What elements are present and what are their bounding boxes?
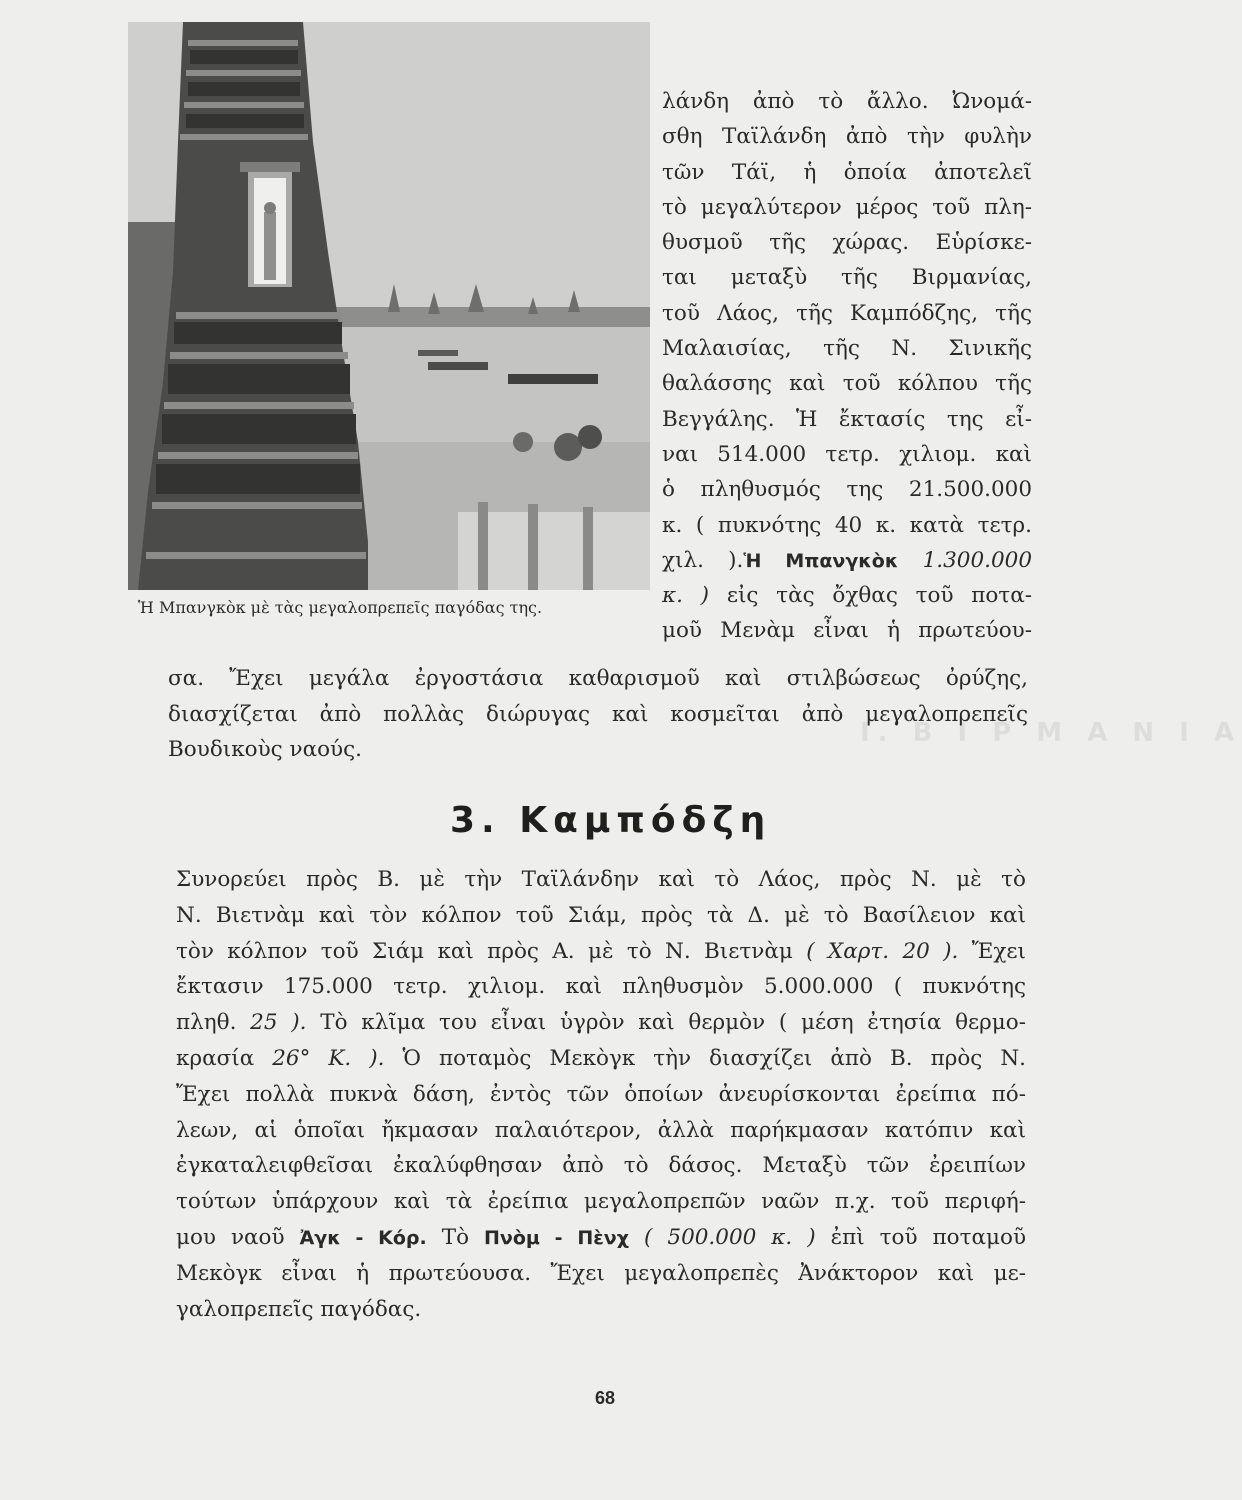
text-line: ἔκτασιν 175.000 τετρ. χιλιομ. καὶ πληθυσμὸν 5.000.000 ( πυκνότης: [176, 974, 1026, 1000]
text-line: ναι 514.000 τετρ. χιλιομ. καὶ: [662, 441, 1032, 467]
text-line: [662, 578, 1032, 613]
bangkok-bold: Ἡ Μπανγκὸκ: [743, 549, 899, 572]
text-line: λεων, αἱ ὁποῖαι ἤκμασαν παλαιότερον, ἀλλὰ παρήκμασαν κατόπιν καὶ: [176, 1117, 1026, 1143]
text-line: Μεκὸγκ εἶναι ἡ πρωτεύουσα. Ἔχει μεγαλοπρεπὲς Ἀνάκτορον καὶ με-: [176, 1260, 1026, 1286]
text-segment: Ὁ ποταμὸς Μεκὸγκ τὴν διασχίζει ἀπὸ Β. πρὸς Ν.: [384, 1045, 1026, 1071]
text-line: Ἔχει πολλὰ πυκνὰ δάση, ἐντὸς τῶν ὁποίων ἀνευρίσκονται ἐρείπια πό-: [176, 1081, 1026, 1107]
text-line: γαλοπρεπεῖς παγόδας.: [176, 1296, 422, 1322]
section-body: [176, 862, 1026, 1327]
text-line: θαλάσσης καὶ τοῦ κόλπου τῆς: [662, 371, 1032, 397]
text-line: [662, 543, 1032, 578]
continuation-paragraph: [168, 661, 1028, 768]
text-line: ὁ πληθυσμός της 21.500.000: [662, 477, 1032, 503]
show-through-text: Ι. Β Ι Ρ Μ Α Ν Ι Α: [860, 718, 1242, 748]
text-segment: τὸν κόλπον τοῦ Σιάμ καὶ πρὸς Α. μὲ τὸ Ν. Βιετνὰμ: [176, 938, 793, 964]
text-segment: χιλ. ).: [662, 547, 744, 573]
text-line: Συνορεύει πρὸς Β. μὲ τὴν Ταϊλάνδην καὶ τὸ Λάος, πρὸς Ν. μὲ τὸ: [176, 867, 1026, 892]
page-number: 68: [595, 1388, 616, 1408]
text-segment: ἐπὶ τοῦ ποταμοῦ: [815, 1224, 1027, 1250]
text-line: Μαλαισίας, τῆς Ν. Σινικῆς: [662, 336, 1032, 362]
text-segment: μου ναοῦ: [176, 1224, 285, 1250]
text-segment: κρασία: [176, 1045, 255, 1071]
text-line: Βουδικοὺς ναούς.: [168, 737, 362, 762]
phnom-penh-population: ( 500.000 κ. ): [644, 1224, 816, 1250]
text-line: Βεγγάλης. Ἡ ἔκτασίς της εἶ-: [662, 406, 1032, 432]
text-line: λάνδη ἀπὸ τὸ ἄλλο. Ὠνομά-: [662, 89, 1032, 114]
text-line: σθη Ταϊλάνδη ἀπὸ τὴν φυλὴν: [662, 124, 1032, 150]
text-line: [176, 1041, 1026, 1077]
density-value: 25 ).: [250, 1010, 307, 1036]
text-line: τῶν Τάϊ, ἡ ὁποία ἀποτελεῖ: [662, 159, 1032, 185]
text-line: τούτων ὑπάρχουν καὶ τὰ ἐρείπια μεγαλοπρεπῶν ναῶν π.χ. τοῦ περιφή-: [176, 1189, 1026, 1215]
text-line: [176, 934, 1026, 970]
text-line: θυσμοῦ τῆς χώρας. Εὑρίσκε-: [662, 230, 1032, 256]
text-line: [176, 1005, 1026, 1041]
text-line: κ. ( πυκνότης 40 κ. κατὰ τετρ.: [662, 512, 1032, 538]
text-line: τοῦ Λάος, τῆς Καμπόδζης, τῆς: [662, 300, 1032, 326]
text-line: ται μεταξὺ τῆς Βιρμανίας,: [662, 265, 1032, 291]
phnom-penh-bold: Πνὸμ - Πὲνχ: [484, 1226, 630, 1249]
temperature-value: 26° Κ. ).: [272, 1045, 385, 1071]
text-line: Ν. Βιετνὰμ καὶ τὸν κόλπον τοῦ Σιάμ, πρὸς τὰ Δ. μὲ τὸ Βασίλειον καὶ: [176, 902, 1026, 928]
text-segment: κ. ): [662, 583, 710, 609]
text-line: μοῦ Μενὰμ εἶναι ἡ πρωτεύου-: [662, 618, 1032, 644]
text-line: ἐγκαταλειφθεῖσαι ἐκαλύφθησαν ἀπὸ τὸ δάσος. Μεταξὺ τῶν ἐρειπίων: [176, 1153, 1026, 1179]
text-segment: Τὸ κλῖμα του εἶναι ὑγρὸν καὶ θερμὸν ( μέση ἐτησία θερμο-: [306, 1010, 1026, 1036]
angkor-bold: Ἀγκ - Κόρ.: [299, 1226, 427, 1249]
photo-caption: Ἡ Μπανγκὸκ μὲ τὰς μεγαλοπρεπεῖς παγόδας της.: [138, 598, 543, 617]
bangkok-population: 1.300.000: [922, 547, 1032, 573]
text-segment: εἰς τὰς ὄχθας τοῦ ποτα-: [709, 583, 1033, 609]
map-reference: ( Χαρτ. 20 ).: [806, 938, 959, 964]
text-line: [176, 1220, 1026, 1256]
side-column-text: [662, 84, 1032, 649]
text-segment: πληθ.: [176, 1010, 237, 1036]
pagoda-photo-illustration: [128, 22, 650, 590]
text-line: σα. Ἔχει μεγάλα ἐργοστάσια καθαρισμοῦ καὶ στιλβώσεως ὀρύζης,: [168, 666, 1028, 691]
text-segment: Τὸ: [426, 1224, 470, 1250]
section-heading: 3. Καμπόδζη: [450, 800, 772, 841]
text-line: τὸ μεγαλύτερον μέρος τοῦ πλη-: [662, 194, 1032, 220]
photograph-bangkok-pagoda: [128, 22, 650, 590]
text-segment: Ἔχει: [958, 938, 1026, 964]
text-line: διασχίζεται ἀπὸ πολλὰς διώρυγας καὶ κοσμεῖται ἀπὸ μεγαλοπρεπεῖς: [168, 701, 1028, 727]
